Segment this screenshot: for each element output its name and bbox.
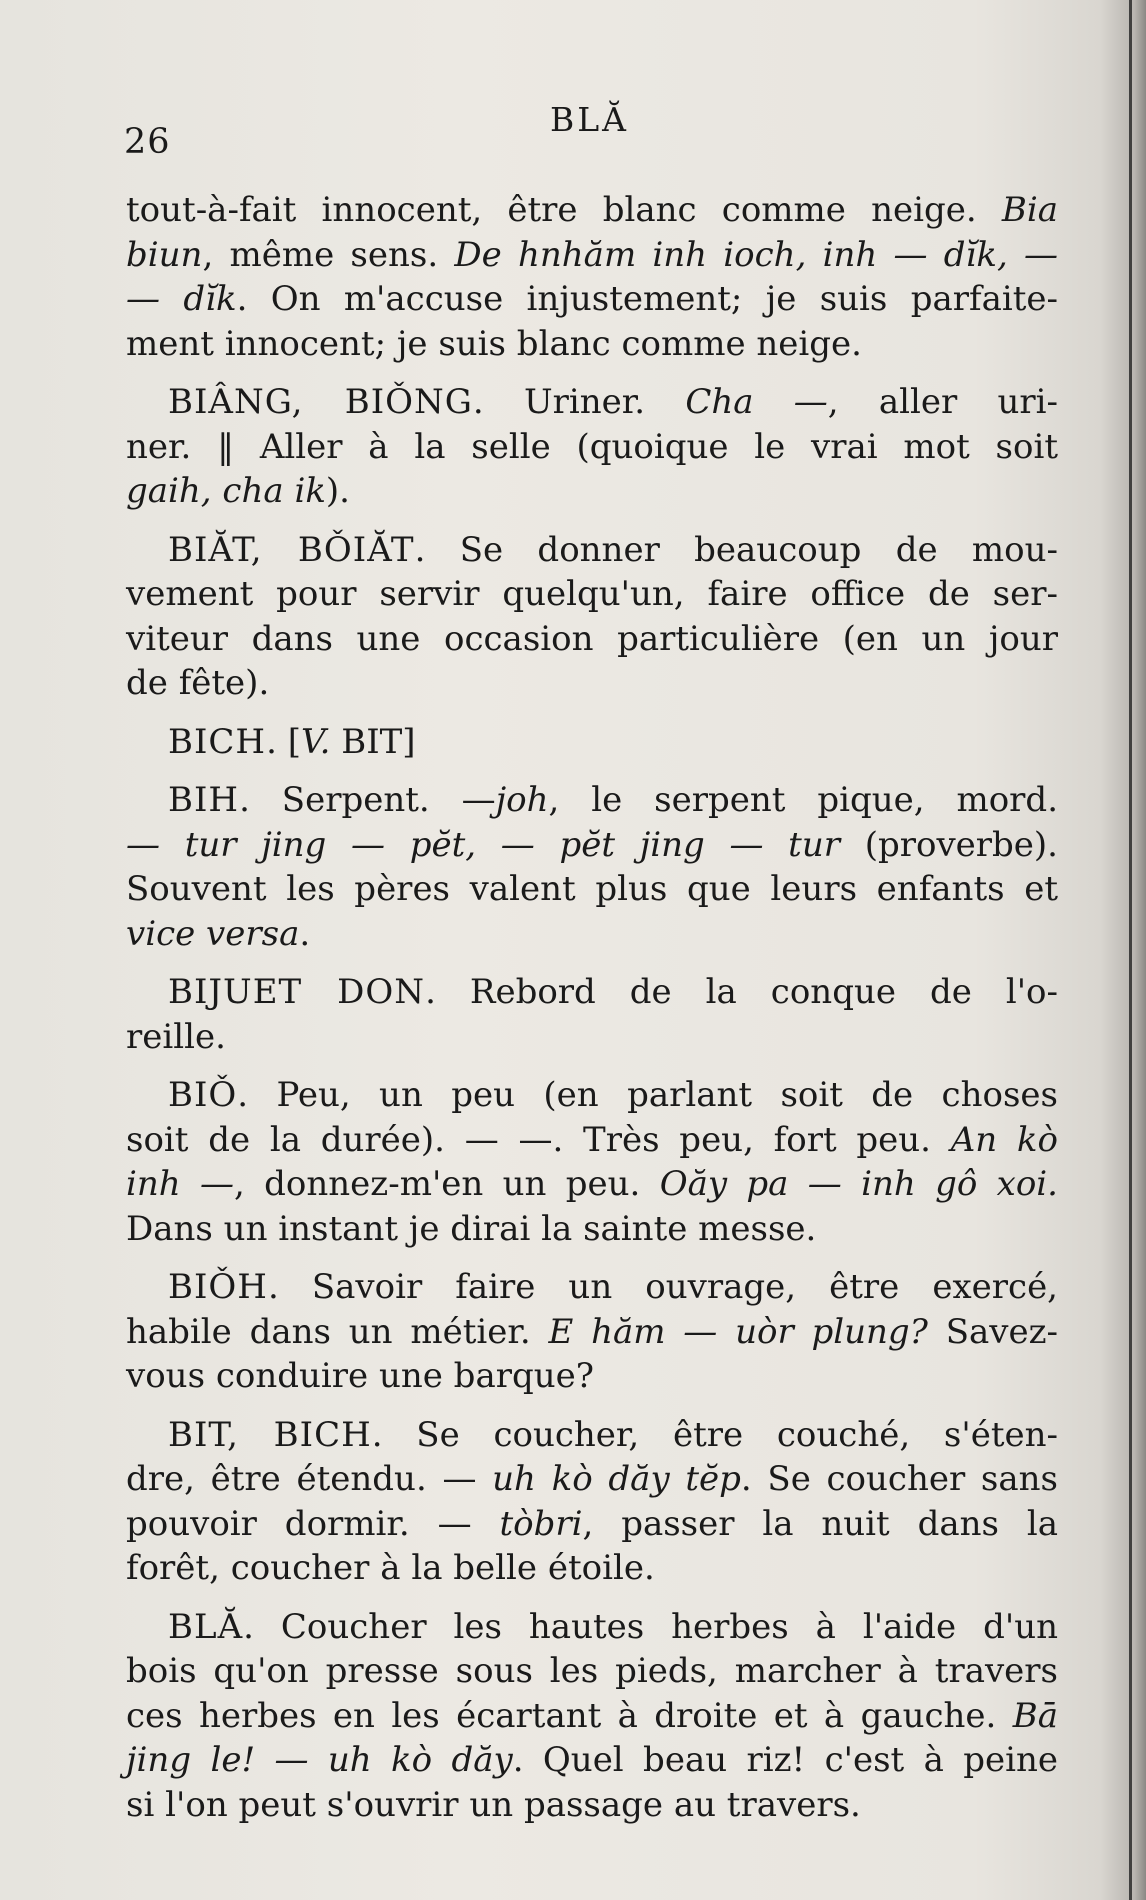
- text-line: BICH. [V. BIT]: [168, 721, 416, 762]
- entry-bit-bich: [126, 1413, 1058, 1591]
- entry-bih: [126, 778, 1058, 956]
- headword: BLĂ: [168, 1606, 244, 1647]
- text-line: inh —, donnez-m'en un peu. Oăy pa — inh gô xoi.: [126, 1164, 1058, 1204]
- page-number: 26: [124, 122, 171, 162]
- text-line: BLĂ. Coucher les hautes herbes à l'aide d'un: [168, 1606, 1058, 1647]
- text-line: BIǑ. Peu, un peu (en parlant soit de choses: [168, 1075, 1058, 1115]
- text-line: BIT, BICH. Se coucher, être couché, s'éten-: [168, 1414, 1058, 1455]
- text-line: ner. ‖ Aller à la selle (quoique le vrai mot soit: [126, 426, 1058, 467]
- text-line: si l'on peut s'ouvrir un passage au travers.: [126, 1784, 861, 1825]
- entry-bla: [126, 1605, 1058, 1828]
- headword: BIÂNG, BIǑNG: [168, 382, 473, 422]
- text-line: vement pour servir quelqu'un, faire office de ser-: [126, 574, 1058, 614]
- text-line: jing le! — uh kò dăy. Quel beau riz! c'est à peine: [126, 1740, 1058, 1780]
- text-line: vous conduire une barque?: [126, 1356, 594, 1396]
- text-line: forêt, coucher à la belle étoile.: [126, 1548, 655, 1588]
- entry-biang: [126, 380, 1058, 514]
- text-line: viteur dans une occasion particulière (en un jour: [126, 618, 1058, 659]
- page-edge-shadow: [1129, 0, 1132, 1900]
- text-line: BIǑH. Savoir faire un ouvrage, être exercé,: [168, 1267, 1058, 1307]
- entry-bioh: [126, 1265, 1058, 1399]
- text-line: habile dans un métier. E hăm — uòr plung? Savez-: [126, 1311, 1058, 1352]
- text-line: — dĭk. On m'accuse injustement; je suis parfaite-: [126, 279, 1058, 319]
- text-line: soit de la durée). — —. Très peu, fort peu. An kò: [126, 1119, 1058, 1160]
- entry-biat: [126, 528, 1058, 706]
- text-line: reille.: [126, 1016, 226, 1057]
- text-line: pouvoir dormir. — tòbri, passer la nuit dans la: [126, 1503, 1058, 1544]
- dictionary-text: [126, 188, 1058, 1827]
- text-line: BIĂT, BǑIĂT. Se donner beaucoup de mou-: [168, 529, 1058, 570]
- headword: BIH: [168, 780, 240, 820]
- text-line: ces herbes en les écartant à droite et à gauche. Bā: [126, 1695, 1058, 1736]
- entry-bio: [126, 1073, 1058, 1251]
- headword: BIĂT, BǑIĂT: [168, 529, 415, 570]
- text-line: gaih, cha ik).: [126, 471, 350, 511]
- headword: BIJUET DON: [168, 972, 426, 1012]
- text-line: vice versa.: [126, 913, 311, 954]
- entry-bich: [126, 720, 1058, 765]
- running-head: BLĂ: [550, 100, 629, 139]
- text-line: BIH. Serpent. —joh, le serpent pique, mord.: [168, 780, 1058, 820]
- text-line: BIÂNG, BIǑNG. Uriner. Cha —, aller uri-: [168, 382, 1058, 422]
- text-line: — tur jing — pĕt, — pĕt jing — tur (proverbe).: [126, 824, 1058, 865]
- text-line: bois qu'on presse sous les pieds, marcher à travers: [126, 1651, 1058, 1691]
- text-line: dre, être étendu. — uh kò dăy tĕp. Se coucher sans: [126, 1459, 1058, 1499]
- text-line: biun, même sens. De hnhăm inh ioch, inh — dĭk, —: [126, 234, 1058, 275]
- entry-continuation: [126, 188, 1058, 366]
- text-line: tout-à-fait innocent, être blanc comme neige. Bia: [126, 190, 1058, 230]
- text-line: ment innocent; je suis blanc comme neige.: [126, 323, 862, 364]
- headword: BIǑ: [168, 1075, 238, 1115]
- text-line: Dans un instant je dirai la sainte messe.: [126, 1208, 817, 1249]
- text-line: Souvent les pères valent plus que leurs enfants et: [126, 869, 1058, 909]
- text-line: BIJUET DON. Rebord de la conque de l'o-: [168, 972, 1058, 1012]
- headword: BICH: [168, 721, 267, 762]
- headword: BIǑH: [168, 1267, 268, 1307]
- headword: BIT, BICH: [168, 1414, 372, 1455]
- text-line: de fête).: [126, 663, 270, 703]
- entry-bijuet-don: [126, 970, 1058, 1059]
